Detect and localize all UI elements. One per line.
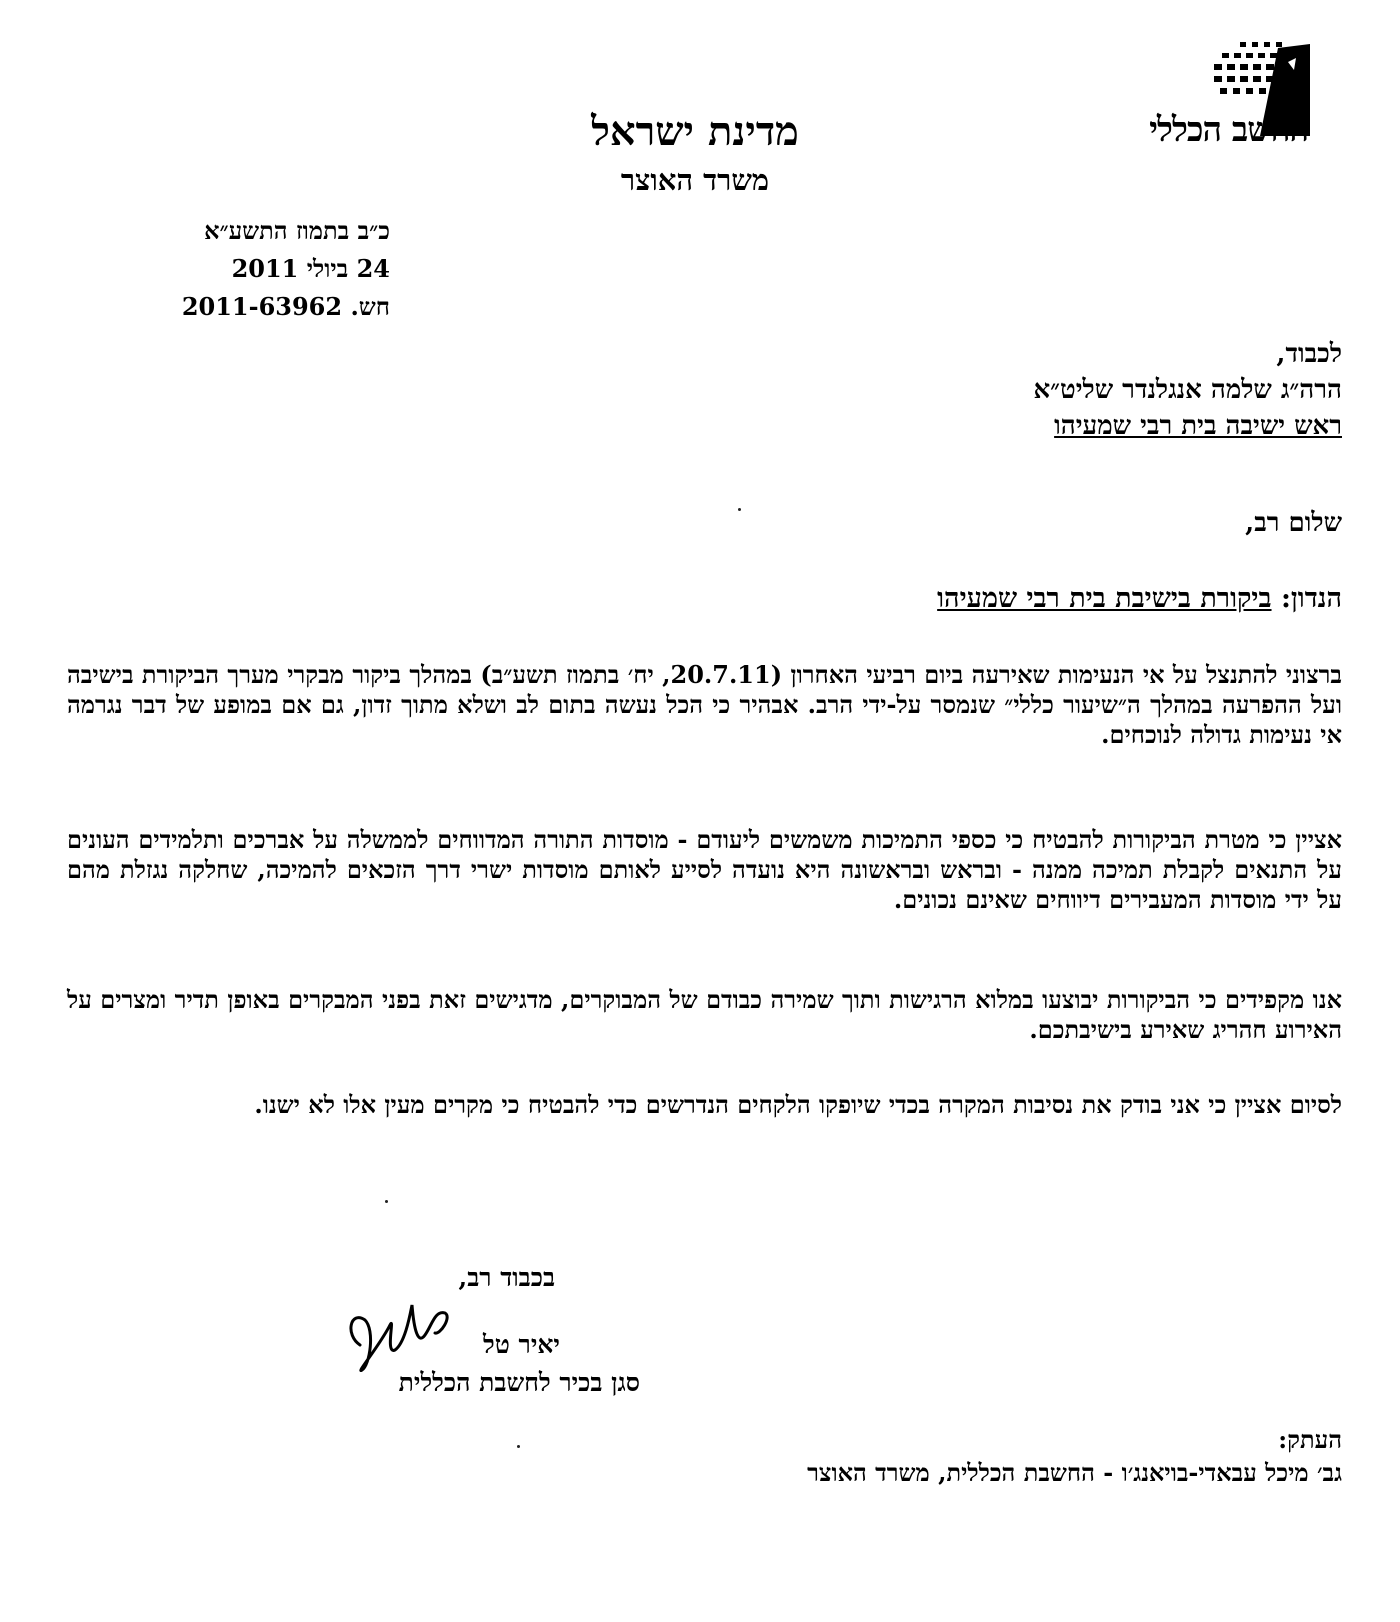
cc-recipient: גב׳ מיכל עבאדי-בויאנג׳ו - החשבת הכללית, משרד האוצר <box>807 1458 1342 1487</box>
body-paragraph-1: ברצוני להתנצל על אי הנעימות שאירעה ביום רביעי האחרון (20.7.11, יח׳ בתמוז תשע״ב) במהלך ביקור מבקרי מערך הביקורת בישיבה ועל ההפרעה במהלך ה״שיעור כללי״ שנמסר על-ידי הרב. אבהיר כי הכל נעשה בתום לב ושלא מתוך זדון, גם אם במופע של דבר נגרמה אי נעימות גדולה לנוכחים. <box>67 660 1342 749</box>
logo-wordmark: החשב הכללי <box>1149 110 1308 150</box>
date-block <box>100 212 390 326</box>
scan-speck <box>517 1445 520 1448</box>
signer-name: יאיר טל <box>483 1330 560 1359</box>
signer-title: סגן בכיר לחשבת הכללית <box>398 1368 640 1397</box>
reference-number: חש. 2011-63962 <box>181 292 390 321</box>
gregorian-date: 24 ביולי 2011 <box>231 254 390 283</box>
recipient-salutation: לכבוד, <box>1276 339 1342 369</box>
treasury-logo <box>1110 40 1310 150</box>
cc-label: העתק: <box>1278 1425 1342 1454</box>
subject-text: ביקורת בישיבת בית רבי שמעיהו <box>937 583 1272 614</box>
closing-regards: בכבוד רב, <box>458 1263 555 1292</box>
state-of-israel-title: מדינת ישראל <box>591 108 799 155</box>
subject-label: הנדון: <box>1280 583 1342 614</box>
greeting: שלום רב, <box>1245 508 1342 538</box>
recipient-block <box>842 336 1342 444</box>
ministry-name: משרד האוצר <box>620 163 770 197</box>
hebrew-date: כ״ב בתמוז התשע״א <box>204 216 390 245</box>
body-paragraph-3: אנו מקפידים כי הביקורות יבוצעו במלוא הרגישות ותוך שמירה כבודם של המבוקרים, מדגישים זאת בפני המבקרים באופן תדיר ומצרים על האירוע חהריג שאירע בישיבתכם. <box>67 985 1342 1044</box>
recipient-name: הרה״ג שלמה אנגלנדר שליט״א <box>1033 375 1342 405</box>
scan-speck <box>385 1200 388 1203</box>
recipient-title: ראש ישיבה בית רבי שמעיהו <box>1054 411 1342 441</box>
body-paragraph-4: לסיום אציין כי אני בודק את נסיבות המקרה בכדי שיופקו הלקחים הנדרשים כדי להבטיח כי מקרים מעין אלו לא ישנו. <box>254 1090 1342 1119</box>
scan-speck <box>738 508 741 511</box>
subject-line <box>742 583 1342 614</box>
body-paragraph-2: אציין כי מטרת הביקורות להבטיח כי כספי התמיכות משמשים ליעודם - מוסדות התורה המדווחים לממשלה על אברכים ותלמידים העונים על התנאים לקבלת תמיכה ממנה - ובראש ובראשונה היא נועדה לסייע לאותם מוסדות ישרי דרך הזכאים להמיכה, שחלקה נגזלת מהם על ידי מוסדות המעבירים דיווחים שאינם נכונים. <box>67 825 1342 914</box>
